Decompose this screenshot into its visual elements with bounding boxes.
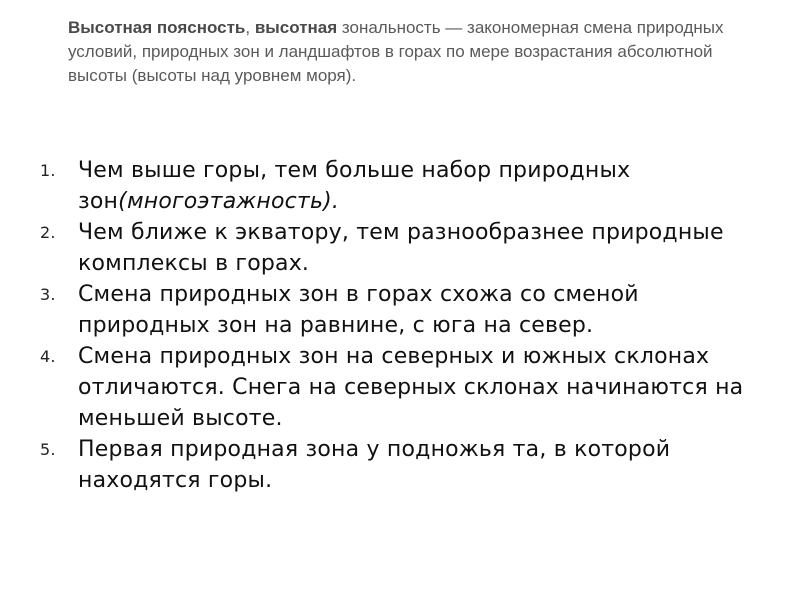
definition-paragraph	[68, 16, 748, 88]
list-item-number: 1.	[40, 161, 56, 180]
definition-term-secondary: высотная	[254, 18, 338, 37]
list-item-number: 2.	[40, 223, 56, 242]
list-item	[40, 341, 760, 434]
list-item-number: 5.	[40, 440, 56, 459]
list-item-text: Смена природных зон в горах схожа со сменой природных зон на равнине, с юга на север.	[78, 282, 639, 338]
list-item-number: 3.	[40, 285, 56, 304]
numbered-list	[40, 155, 760, 496]
definition-text: зональность — закономерная смена природных условий, природных зон и ландшафтов в горах по мере возрастания абсолютной высоты (высоты над уровнем моря).	[68, 18, 724, 85]
definition-term: Высотная поясность	[68, 18, 246, 37]
list-item	[40, 279, 760, 341]
list-item-italic-note: (многоэтажность).	[118, 189, 340, 214]
list-item-text: Смена природных зон на северных и южных склонах отличаются. Снега на северных склонах начинаются на меньшей высоте.	[78, 344, 744, 431]
list-item-text: Чем ближе к экватору, тем разнообразнее природные комплексы в горах.	[78, 220, 724, 276]
definition-separator: ,	[245, 18, 255, 37]
list-item-text: Первая природная зона у подножья та, в которой находятся горы.	[78, 437, 671, 493]
list-item	[40, 217, 760, 279]
list-item-text: Чем выше горы, тем больше набор природных зон	[78, 158, 631, 214]
list-item-number: 4.	[40, 347, 56, 366]
list-item	[40, 155, 760, 217]
list-item	[40, 434, 760, 496]
